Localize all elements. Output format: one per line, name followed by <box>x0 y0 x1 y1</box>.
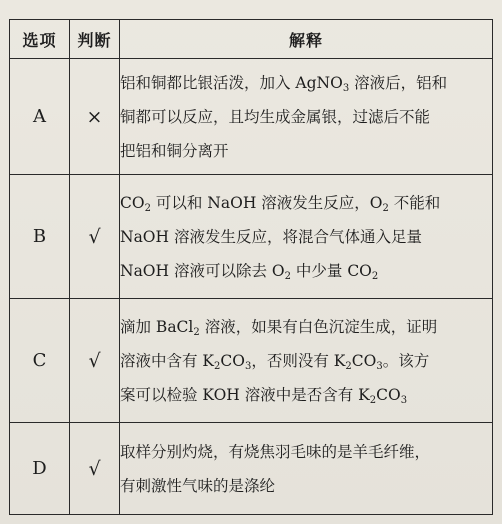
header-row <box>10 20 493 59</box>
answer-table <box>9 19 493 515</box>
header-explanation: 解释 <box>120 20 493 59</box>
explanation-line: 滴加 BaCl$_2$ 溶液，如果有白色沉淀生成，证明 <box>120 317 438 338</box>
explanation-line: 有刺激性气味的是涤纶 <box>120 476 276 495</box>
explanation-cell <box>120 175 493 299</box>
table-row <box>10 59 493 175</box>
explanation-line: 铜都可以反应，且均生成金属银，过滤后不能 <box>120 107 431 126</box>
option-cell: C <box>10 299 70 423</box>
judgment-cell: √ <box>70 299 120 423</box>
explanation-line: 案可以检验 KOH 溶液中是否含有 $K_2CO_3$ <box>120 385 408 406</box>
header-judgment: 判断 <box>70 20 120 59</box>
explanation-line: NaOH 溶液可以除去 $O_2$ 中少量 $CO_2$ <box>120 261 379 282</box>
explanation-line: $CO_2$ 可以和 NaOH 溶液发生反应，$O_2$ 不能和 <box>120 193 441 214</box>
table-row <box>10 423 493 515</box>
judgment-cell: × <box>70 59 120 175</box>
table-row <box>10 175 493 299</box>
option-cell: D <box>10 423 70 515</box>
explanation-line: NaOH 溶液发生反应，将混合气体通入足量 <box>120 227 422 246</box>
header-option: 选项 <box>10 20 70 59</box>
explanation-cell <box>120 299 493 423</box>
explanation-line: 取样分别灼烧，有烧焦羽毛味的是羊毛纤维， <box>120 442 431 461</box>
explanation-line: 溶液中含有 $K_2CO_3$，否则没有 $K_2CO_3$。该方 <box>120 351 430 372</box>
explanation-line: 把铝和铜分离开 <box>120 141 229 160</box>
option-cell: A <box>10 59 70 175</box>
judgment-cell: √ <box>70 175 120 299</box>
explanation-cell <box>120 423 493 515</box>
explanation-line: 铝和铜都比银活泼，加入 AgNO$_3$ 溶液后，铝和 <box>120 73 448 94</box>
explanation-cell <box>120 59 493 175</box>
judgment-cell: √ <box>70 423 120 515</box>
table-row <box>10 299 493 423</box>
option-cell: B <box>10 175 70 299</box>
